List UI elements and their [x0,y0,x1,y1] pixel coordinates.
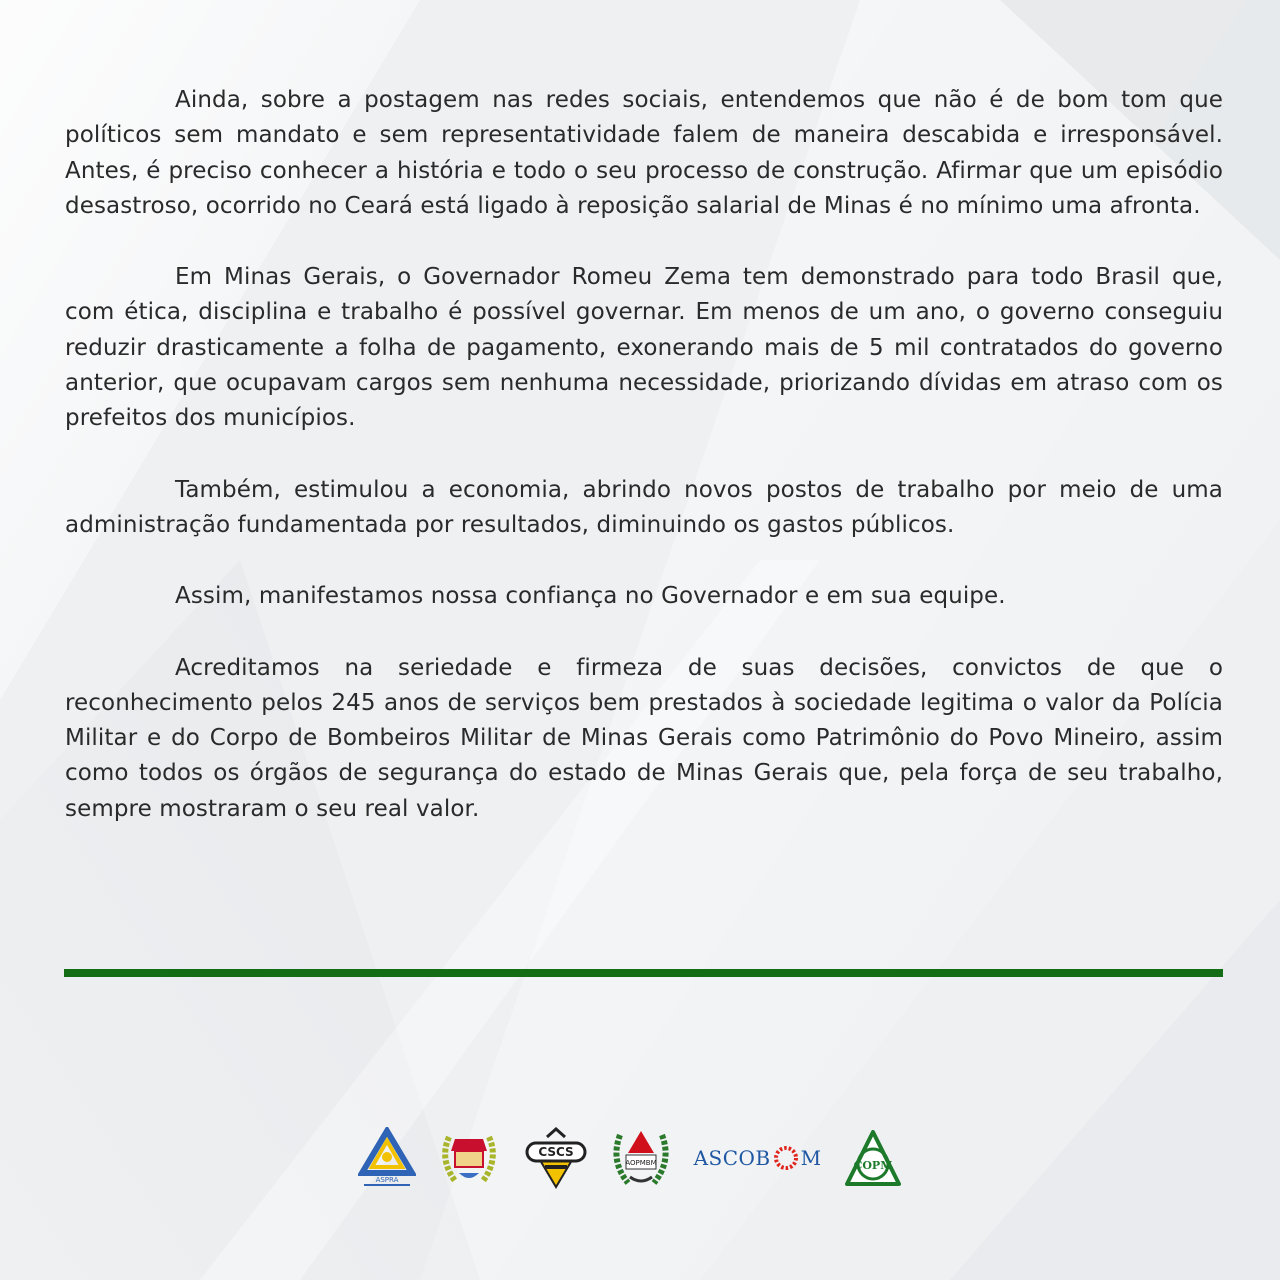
laurel-emblem-logo [437,1127,501,1189]
document-body [65,83,1223,863]
copm-text: COPM [853,1159,893,1172]
paragraph-4: Assim, manifestamos nossa confiança no Governador e em sua equipe. [175,583,1006,610]
aspra-logo [358,1127,416,1189]
divider-rule [64,969,1223,977]
ascobom-ring-icon [773,1145,799,1171]
paragraph-1: Ainda, sobre a postagem nas redes sociais, entendemos que não é de bom tom que políticos sem mandato e sem representatividade falem de maneira descabida e irresponsável. Antes, é preciso conhecer a história e todo o seu processo de construção. Afirmar que um episódio desastroso, ocorrido no Ceará está ligado à reposição salarial de Minas é no mínimo uma afronta. [65,87,1223,219]
aopmbm-text: AOPMBM [625,1159,657,1167]
copm-logo [843,1128,903,1188]
aopmbm-logo [610,1125,672,1191]
cscs-logo [523,1125,589,1191]
paragraph-2: Em Minas Gerais, o Governador Romeu Zema tem demonstrado para todo Brasil que, com ética, disciplina e trabalho é possível governar. Em menos de um ano, o governo conseguiu reduzir drasticamente a folha de pagamento, exonerando mais de 5 mil contratados do governo anterior, que ocupavam cargos sem nenhuma necessidade, priorizando dívidas em atraso com os prefeitos dos municípios. [65,264,1223,432]
paragraph-5: Acreditamos na seriedade e firmeza de suas decisões, convictos de que o reconhecimento pelos 245 anos de serviços bem prestados à sociedade legitima o valor da Polícia Militar e do Corpo de Bombeiros Militar de Minas Gerais como Patrimônio do Povo Mineiro, assim como todos os órgãos de segurança do estado de Minas Gerais que, pela força de seu trabalho, sempre mostraram o seu real valor. [65,654,1223,822]
ascobom-text-right: M [800,1146,822,1170]
cscs-text: CSCS [538,1145,574,1159]
aspra-text: ASPRA [375,1176,399,1184]
paragraph-3: Também, estimulou a economia, abrindo novos postos de trabalho por meio de uma administração fundamentada por resultados, diminuindo os gastos públicos. [65,476,1223,538]
logo-strip [358,1125,903,1191]
ascobom-text-left: ASCOB [693,1146,771,1170]
ascobom-logo [694,1145,822,1171]
